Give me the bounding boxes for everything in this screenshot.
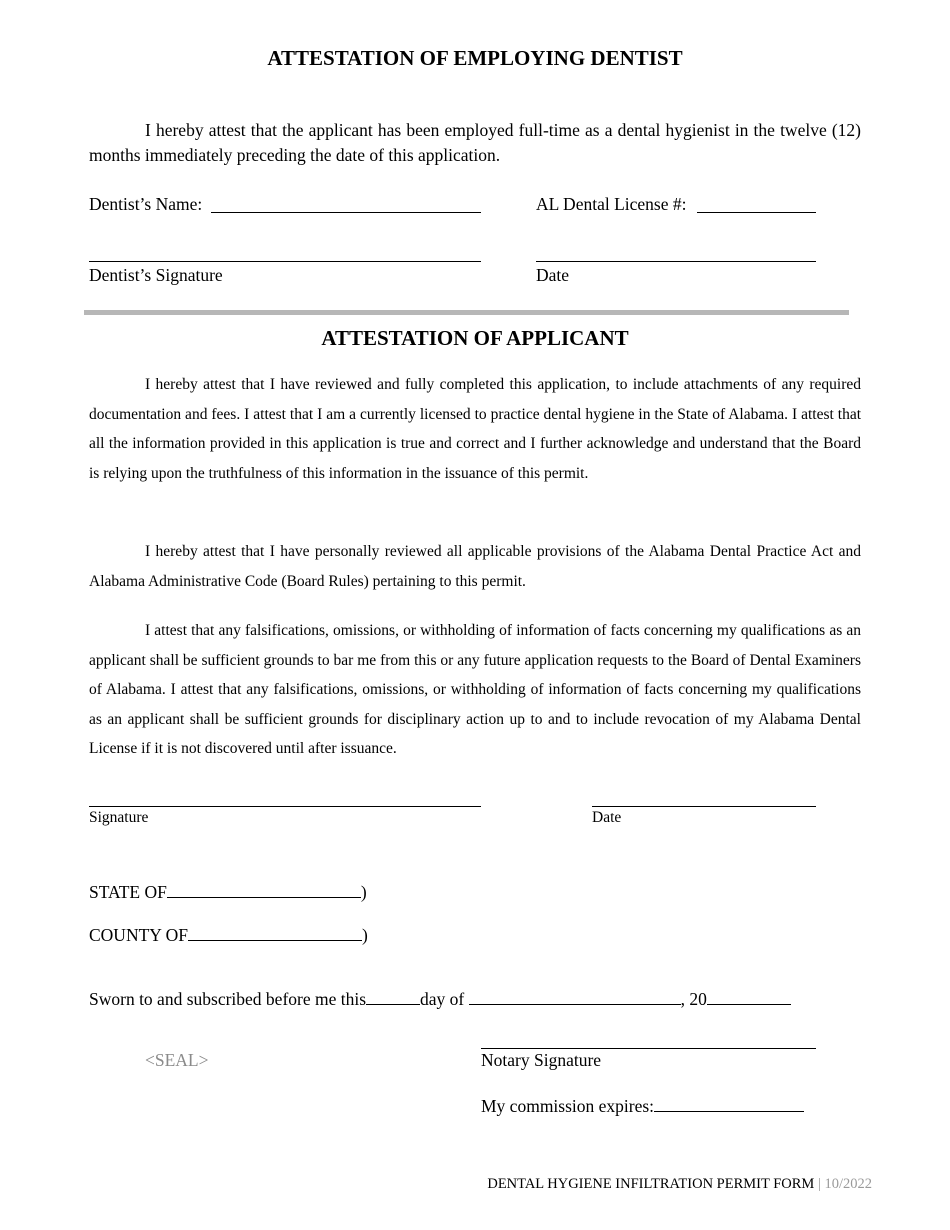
applicant-signature-field[interactable] (89, 806, 481, 807)
dentist-attestation-statement: I hereby attest that the applicant has been employed full-time as a dental hygienist in the twelve (12) months immediately preceding the date of this application. (89, 120, 861, 165)
dentist-signature-field[interactable] (89, 261, 481, 262)
dentist-date-label: Date (536, 265, 570, 285)
applicant-paragraph-1: I hereby attest that I have reviewed and fully completed this application, to include attachments of any required documentation and fees. I attest that I am a currently licensed to practice dental hygiene in the State of Alabama. I attest that all the information provided in this application is true and correct and I further acknowledge and understand that the Board is relying upon the truthfulness of this information in the issuance of this permit. (89, 376, 861, 482)
state-of-row (89, 879, 367, 903)
county-of-field[interactable] (188, 922, 362, 941)
footer-version: 10/2022 (824, 1176, 872, 1192)
applicant-date-field[interactable] (592, 806, 816, 807)
section-title-employing-dentist: ATTESTATION OF EMPLOYING DENTIST (267, 46, 683, 70)
sworn-day-field[interactable] (366, 986, 420, 1005)
year-prefix: , 20 (680, 989, 707, 1009)
county-of-label: COUNTY OF (89, 925, 189, 945)
license-number-field[interactable] (697, 212, 816, 213)
county-paren: ) (362, 925, 368, 945)
applicant-date-label: Date (592, 809, 622, 826)
dentist-date-field[interactable] (536, 261, 816, 262)
commission-expires-field[interactable] (654, 1093, 804, 1112)
dentist-name-label: Dentist’s Name: (89, 194, 203, 214)
county-of-row (89, 922, 368, 946)
footer-separator: | (817, 1176, 821, 1192)
applicant-paragraph-2: I hereby attest that I have personally reviewed all applicable provisions of the Alabama Dental Practice Act and Alabama Administrative Code (Board Rules) pertaining to this permit. (89, 543, 861, 590)
day-of-label: day of (420, 989, 465, 1009)
seal-placeholder: <SEAL> (145, 1050, 209, 1070)
dentist-signature-label: Dentist’s Signature (89, 265, 223, 285)
state-paren: ) (360, 882, 367, 902)
sworn-month-field[interactable] (469, 986, 681, 1005)
dentist-name-field[interactable] (211, 212, 481, 213)
section-divider (84, 310, 849, 315)
license-number-label: AL Dental License #: (536, 194, 687, 214)
commission-label: My commission expires: (481, 1096, 655, 1116)
sworn-row (89, 986, 791, 1010)
notary-signature-field[interactable] (481, 1048, 816, 1049)
applicant-signature-label: Signature (89, 809, 149, 826)
state-of-field[interactable] (167, 879, 361, 898)
commission-row (481, 1093, 804, 1117)
applicant-paragraph-3: I attest that any falsifications, omissions, or withholding of information of facts concerning my qualifications as an applicant shall be sufficient grounds to bar me from this or any future application requests to the Board of Dental Examiners of Alabama. I attest that any falsifications, omissions, or withholding of information of facts concerning my qualifications as an applicant shall be sufficient grounds for disciplinary action up to and to include revocation of my Alabama Dental License if it is not discovered until after issuance. (89, 622, 861, 757)
section-title-applicant: ATTESTATION OF APPLICANT (321, 326, 629, 350)
sworn-year-field[interactable] (707, 986, 791, 1005)
state-of-label: STATE OF (89, 882, 167, 902)
footer-form-name: DENTAL HYGIENE INFILTRATION PERMIT FORM (487, 1176, 815, 1192)
page-footer (487, 1176, 872, 1193)
sworn-prefix: Sworn to and subscribed before me this (89, 989, 367, 1009)
notary-signature-label: Notary Signature (481, 1050, 602, 1070)
